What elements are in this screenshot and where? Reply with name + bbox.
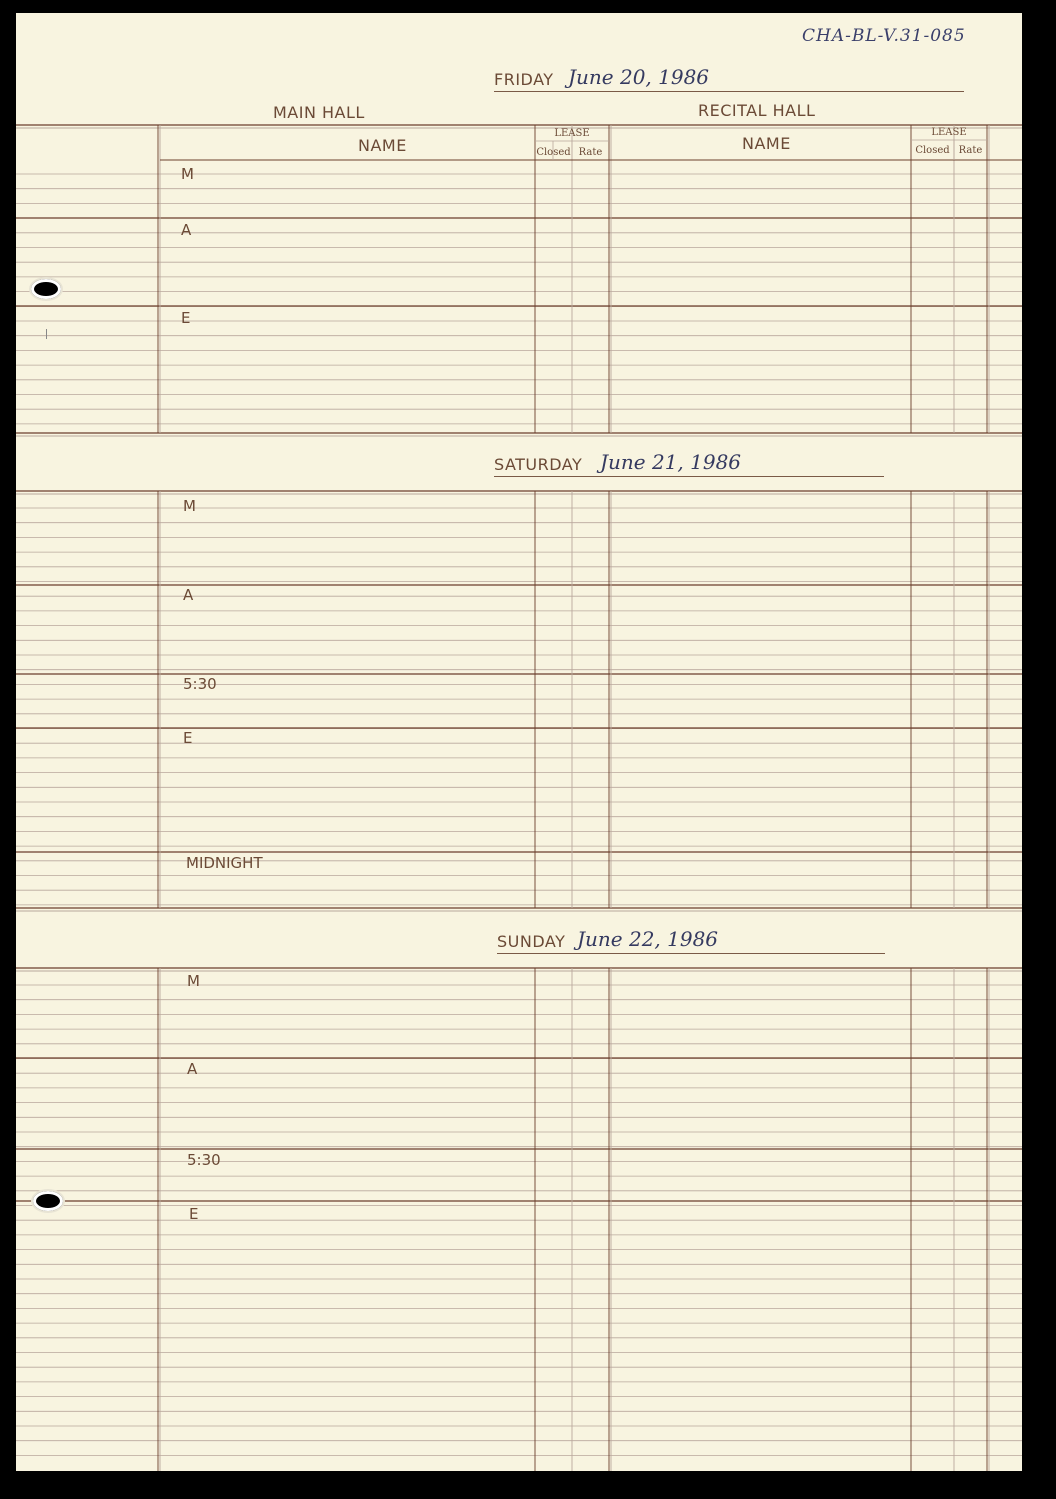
period-label: A: [187, 1060, 198, 1078]
period-label: 5:30: [183, 675, 217, 693]
day-name: FRIDAY: [494, 70, 554, 89]
main-lease-header: [535, 126, 609, 160]
period-label: E: [181, 309, 191, 327]
binder-hole: [33, 1191, 63, 1211]
handwritten-date: June 21, 1986: [600, 450, 742, 474]
day-name: SATURDAY: [494, 455, 583, 474]
binder-hole: [31, 279, 61, 299]
rate-label: Rate: [578, 147, 603, 158]
period-label: E: [183, 729, 193, 747]
pencil-mark: [46, 329, 47, 339]
handwritten-date: June 20, 1986: [568, 65, 710, 89]
closed-label: Closed: [915, 145, 950, 156]
lease-label: LEASE: [554, 128, 590, 139]
handwritten-date: June 22, 1986: [577, 927, 719, 951]
ruled-lines: [16, 13, 1022, 1471]
day-title-friday: [494, 61, 964, 92]
recital-name-heading: NAME: [742, 134, 791, 153]
lease-label: LEASE: [931, 127, 967, 138]
period-label: A: [183, 586, 194, 604]
period-label: M: [181, 165, 194, 183]
rate-label: Rate: [958, 145, 983, 156]
period-label: A: [181, 221, 192, 239]
recital-hall-heading: RECITAL HALL: [698, 101, 816, 120]
day-name: SUNDAY: [497, 932, 566, 951]
main-hall-heading: MAIN HALL: [273, 103, 365, 122]
ledger-sheet: [16, 13, 1022, 1471]
recital-lease-header: [911, 125, 987, 159]
period-label: 5:30: [187, 1151, 221, 1169]
accession-number: CHA-BL-V.31-085: [802, 26, 966, 46]
period-label: MIDNIGHT: [186, 854, 263, 872]
main-name-heading: NAME: [358, 136, 407, 155]
day-title-saturday: [494, 446, 884, 477]
period-label: E: [189, 1205, 199, 1223]
period-label: M: [183, 497, 196, 515]
period-label: M: [187, 972, 200, 990]
day-title-sunday: [497, 923, 885, 954]
closed-label: Closed: [536, 147, 571, 158]
